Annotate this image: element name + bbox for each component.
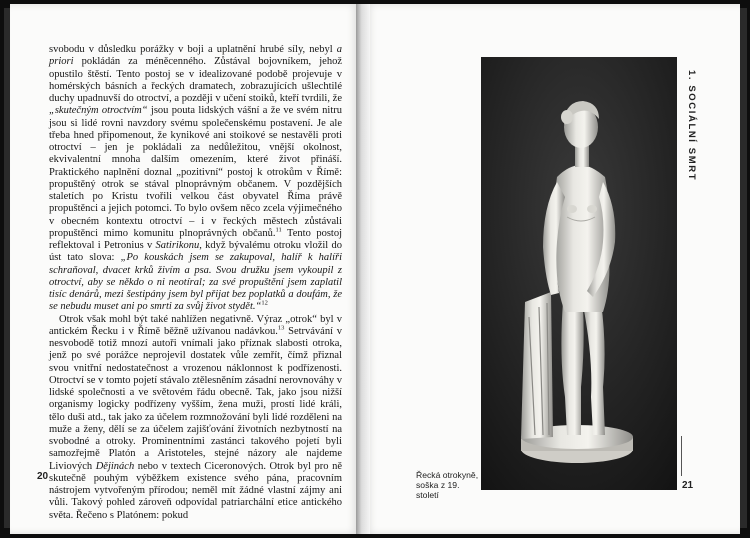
book-gutter — [356, 4, 370, 534]
statue-photograph — [481, 57, 677, 490]
body-paragraph: Otrok však mohl být také nahlížen negativně. Výraz „otrok“ byl v antickém Řecku i v Římě běžně užívanou nadávkou.$^{13}$ Setrvávání v nesvobodě totiž mnozí autoři vnímali jako příznak slabosti otroka, jenž po své porážce neprojevil dostatek vůle zemřít, čímž přiznal svou vnitřní nedostatečnost a vrozenou náklonnost k podřízenosti. Otroctví se v tomto pojetí stávalo ztělesněním zásadní nerovnováhy v lidské společnosti a ve světovém řádu obecně. Tak, jako jsou nižší organismy logicky podřízeny vyšším, žena muži, prostí lidé králi, tělo duši atd., tak jako za účelem rozmnožování byli lidé rozděleni na muže a ženy, dělí se za účelem zajišťování životních nezbytností na svobodné a otroky. Prominentními zastánci takového pojetí byli samozřejmě Platón a Aristoteles, stejné názory ale najdeme Liviových Dějinách nebo v textech Ciceronových. Otrok byl pro ně skutečně pouhým výběžkem existence svého pána, pracovním nástrojem vytvořeným přírodou; neměl mít žádné vlastní zájmy ani vůli. Takový pohled zároveň odpovídal patriarchální etice antického světa. Řečeno s Platónem: pokud — [49, 313, 343, 521]
caption-rule — [681, 436, 682, 476]
page-number-right: 21 — [682, 480, 694, 491]
left-page-body-text — [49, 44, 342, 522]
photo-caption: Řecká otrokyně, soška z 19. století — [416, 470, 479, 500]
chapter-running-head: 1. SOCIÁLNÍ SMRT — [686, 70, 697, 182]
body-paragraph: svobodu v důsledku porážky v boji a uplatnění hrubé síly, nebyl a priori pokládán za méněcenného. Zůstával bojovníkem, jehož opustilo štěstí. Tento postoj se v idealizované podobě projevuje v homérských básních a řeckých dramatech, zobrazujících ušlechtilé duchy upadnuvší do otroctví, a později v učení stoiků, kteří tvrdili, že „skutečným otroctvím“ jsou pouta lidských vášní a že ve svém nitru jsou si lidé rovni navzdory svému společenskému postavení. Je ale třeba hned připomenout, že kynikové ani stoikové se nestavěli proti otroctví – jen je pokládali za nedůležitou, vnější okolnost, ekvivalentní mnoha dalším omezením, které život přináší. Praktického naplnění doznal „pozitivní“ postoj k otrokům v Římě: propuštěný otrok se stával plnoprávným občanem. V pozdějších staletích po Kristu tvořili velkou část obyvatel Říma právě propuštěnci a jejich potomci. To bylo ovšem něco zcela výjimečného v obecném kontextu otroctví – i v řeckých městech zůstávali propuštěnci mimo komunitu plnoprávných občanů.$^{11}$ Tento postoj reflektoval i Petronius v Satirikonu, když bývalému otroku vložil do úst tato slova: „Po kouskách jsem se zakupoval, halíř k halíři schraňoval, dvacet krků živím a psa. Svou družku jsem vykoupil z otroctví, aby se někdo o ni neotíral; za své propuštění jsem zaplatil tisíc denárů, mezi šestipány jsem byl přijat bez poplatků a doufám, že se nebudu muset ani po smrti za svůj život stydět.“$^{12}$ — [49, 44, 342, 313]
page-number-left: 20 — [37, 471, 49, 482]
